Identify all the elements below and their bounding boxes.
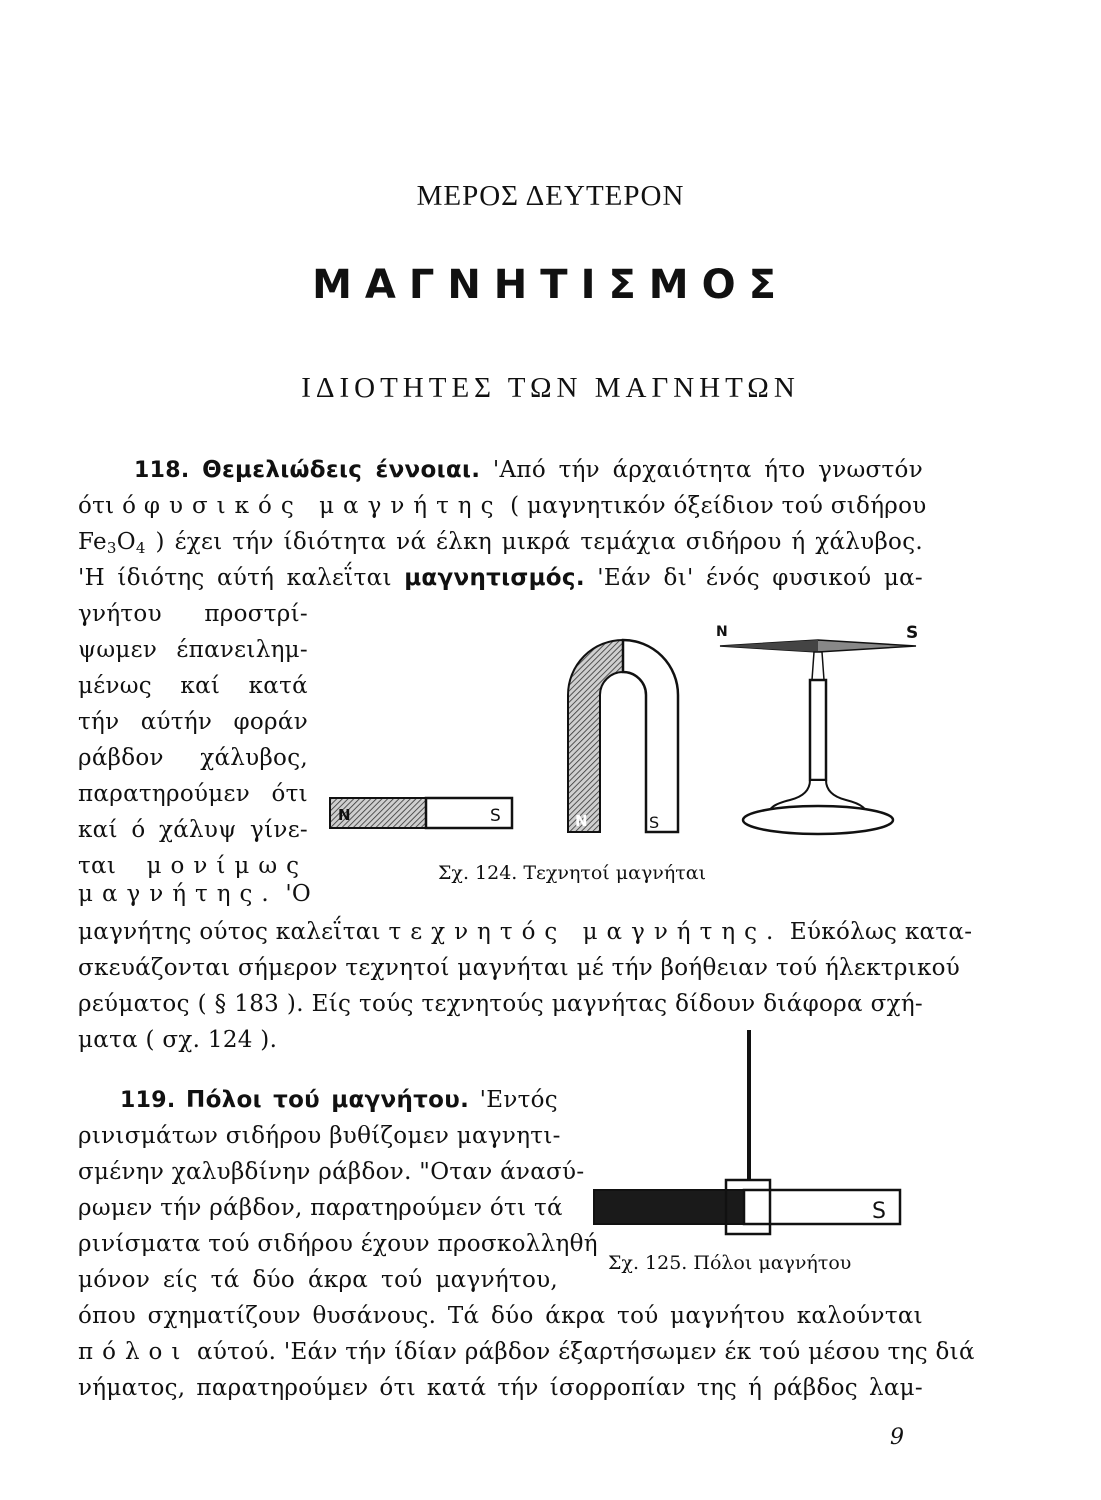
s119-line-3: σμένην χαλυβδίνην ράβδον. "Οταν άνασύ- (78, 1159, 585, 1185)
needle-n-label: N (716, 624, 728, 640)
s119-line-5: ρινίσματα τού σιδήρου έχουν προσκολληθή (78, 1231, 598, 1257)
s119-line-7: όπου σχηματίζουν θυσάνους. Τά δύο άκρα τού μαγνήτου καλούνται (78, 1303, 923, 1329)
horseshoe-s-label: S (649, 813, 660, 832)
wrap-line-2: ψωμεν έπανειλημ- (78, 637, 308, 663)
page-number: 9 (890, 1425, 904, 1450)
s119-line-8 (78, 1338, 975, 1366)
wrap-line-4: τήν αύτήν φοράν (78, 709, 308, 735)
s118-line-1 (78, 456, 923, 485)
wrap-text-9b: 'Ο (285, 881, 312, 907)
compass-needle-stand (716, 623, 918, 834)
s119-line-1 (78, 1086, 558, 1115)
poles-term: πόλοι (78, 1339, 190, 1365)
permanently-term: μονίμως (146, 853, 308, 879)
figure-124 (320, 600, 940, 860)
s118-line-3 (78, 528, 923, 562)
s118-number: 118. (134, 458, 190, 483)
wrap-text-8a: ται (78, 853, 117, 879)
s119-number: 119. (120, 1088, 176, 1113)
s119-text-1: 'Εντός (479, 1087, 558, 1113)
s119-line-6: μόνον είς τά δύο άκρα τού μαγνήτου, (78, 1267, 558, 1293)
s118-text-2a: ότι ό (78, 493, 137, 519)
s119-text-8b: αύτού. 'Εάν τήν ίδίαν ράβδον έξαρτήσωμεν έκ τού μέσου της διά (197, 1339, 975, 1365)
natural-magnet-term: φυσικός μαγνήτης (143, 493, 503, 519)
s118-text-4a: 'Η ίδιότης αύτή καλεΐται (78, 565, 392, 591)
figure-125-caption: Σχ. 125. Πόλοι μαγνήτου (608, 1252, 852, 1274)
horseshoe-n-label: N (575, 812, 588, 830)
formula-fe3o4: $Fe_3O_4$ (78, 529, 146, 557)
horseshoe-magnet (568, 640, 678, 832)
s119-line-9: νήματος, παρατηρούμεν ότι κατά τήν ίσορροπίαν της ή ράβδος λαμ- (78, 1375, 923, 1401)
s119-line-4: ρωμεν τήν ράβδον, παρατηρούμεν ότι τά (78, 1195, 563, 1221)
wrap-line-6: παρατηρούμεν ότι (78, 781, 308, 807)
needle-s-label: S (906, 623, 919, 643)
figure-124-caption: Σχ. 124. Τεχνητοί μαγνήται (438, 862, 707, 884)
figure-125 (590, 1030, 910, 1240)
s118-text-10c: Εύκόλως κατα- (789, 919, 973, 945)
s119-heading: Πόλοι τού μαγνήτου. (186, 1087, 470, 1113)
wrap-line-5: ράβδον χάλυβος, (78, 745, 308, 771)
wrap-line-7: καί ό χάλυψ γίνε- (78, 817, 308, 843)
chapter-title: ΜΑΓΝΗΤΙΣΜΟΣ (312, 262, 789, 308)
artificial-magnet-term: τεχνητός μαγνήτης. (388, 919, 783, 945)
part-title: ΜΕΡΟΣ ΔΕΥΤΕΡΟΝ (416, 180, 685, 212)
s118-line-4 (78, 564, 923, 592)
s118-line-13: ματα ( σχ. 124 ). (78, 1027, 278, 1053)
wrap-line-3: μένως καί κατά (78, 673, 308, 699)
s118-line-11: σκευάζονται σήμερον τεχνητοί μαγνήται μέ τήν βοήθειαν τού ήλεκτρικού (78, 955, 961, 981)
s118-text-10a: μαγνήτης ούτος καλεΐται (78, 919, 381, 945)
section-title: ΙΔΙΟΤΗΤΕΣ ΤΩΝ ΜΑΓΝΗΤΩΝ (301, 372, 800, 404)
bar-magnet-s-label: S (490, 806, 501, 826)
s118-line-10 (78, 918, 973, 946)
wrap-line-9 (78, 880, 312, 908)
fig125-s-label: S (872, 1199, 886, 1224)
wrap-line-1: γνήτου προστρί- (78, 601, 308, 627)
s118-line-12: ρεύματος ( § 183 ). Είς τούς τεχνητούς μαγνήτας δίδουν διάφορα σχή- (78, 991, 923, 1017)
magnet-term: μαγνήτης. (78, 881, 278, 907)
s118-line-2 (78, 492, 927, 520)
wrap-line-8 (78, 852, 308, 880)
magnetism-term: μαγνητισμός. (404, 565, 585, 591)
s119-line-2: ρινισμάτων σιδήρου βυθίζομεν μαγνητι- (78, 1123, 561, 1149)
s118-heading: Θεμελιώδεις έννοιαι. (202, 457, 481, 483)
bar-magnet (330, 798, 512, 828)
s118-text-3: ) έχει τήν ίδιότητα νά έλκη μικρά τεμάχια σιδήρου ή χάλυβος. (155, 529, 923, 555)
suspended-bar-magnet (594, 1180, 900, 1234)
s118-text-1: 'Από τήν άρχαιότητα ήτο γνωστόν (492, 457, 923, 483)
s118-text-4c: 'Εάν δι' ένός φυσικού μα- (597, 565, 923, 591)
bar-magnet-n-label: N (338, 806, 351, 824)
s118-text-2c: ( μαγνητικόν όξείδιον τού σιδήρου (510, 493, 927, 519)
